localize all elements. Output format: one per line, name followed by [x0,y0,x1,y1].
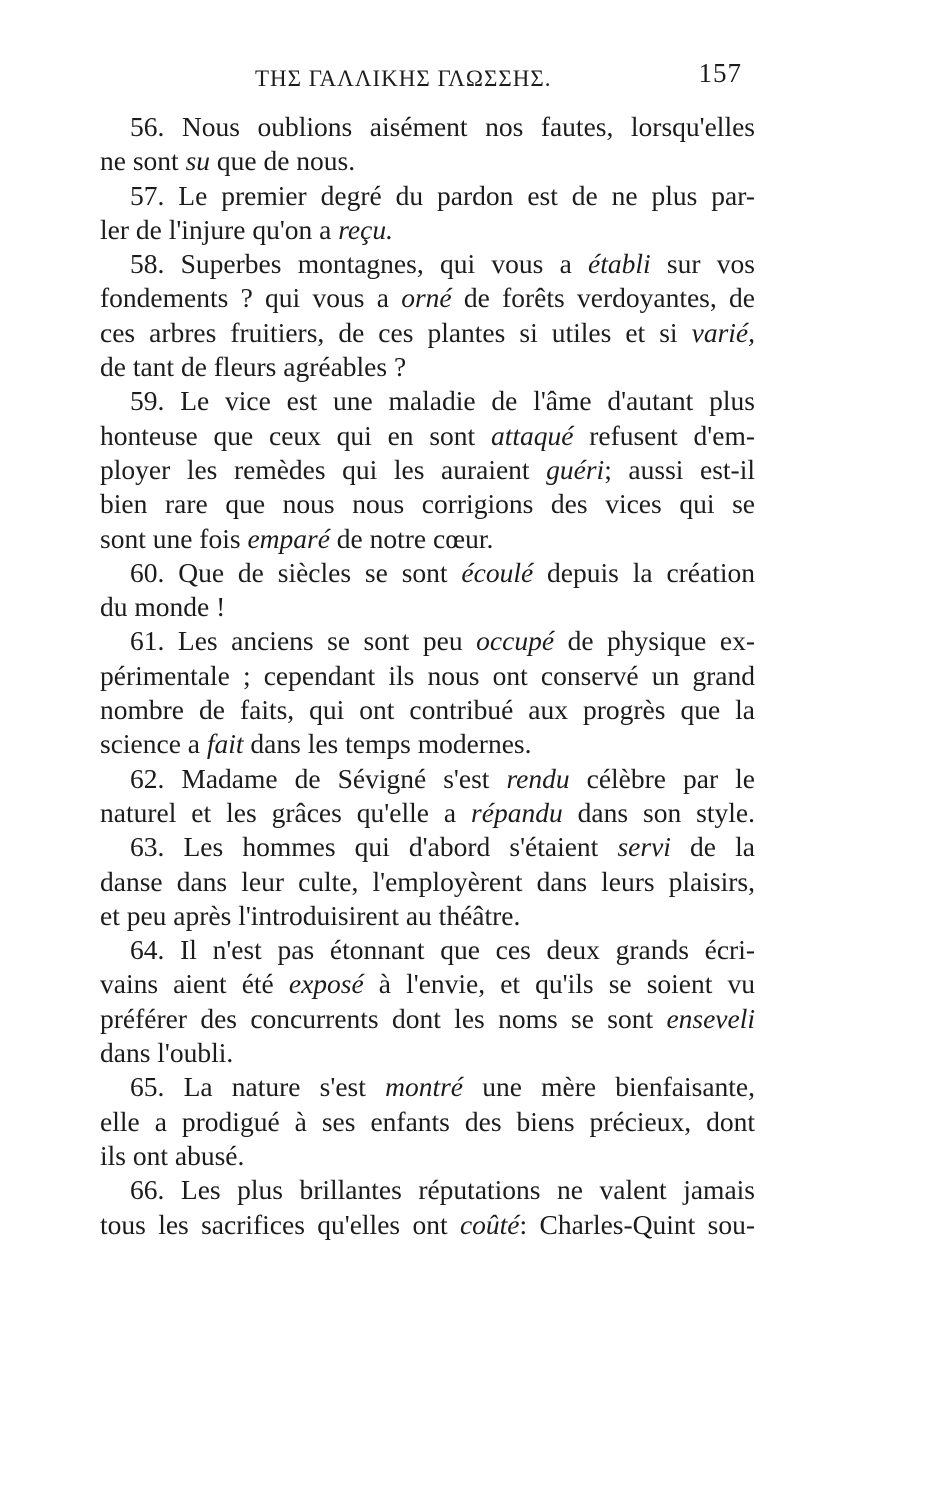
text-run: de physique ex- [554,625,755,657]
text-run: sur vos [650,248,755,280]
italic-word: varié, [691,316,755,348]
text-run: ne sont [100,145,186,177]
text-run: 57. Le premier degré du pardon est de ne plus par- [130,179,755,211]
text-run: de la [670,831,755,863]
text-run: une mère bienfaisante, [463,1071,755,1103]
text-line [100,556,755,590]
italic-word: rendu [506,762,570,794]
text-run: fondements ? qui vous a [100,282,402,314]
italic-word: attaqué [490,419,574,451]
text-run: 59. Le vice est une maladie de l'âme d'autant plus [130,385,755,417]
text-line [100,1208,755,1242]
text-run: tous les sacrifices qu'elles ont [100,1208,460,1240]
text-line [100,796,755,830]
text-run: : Charles-Quint sou- [519,1208,755,1240]
text-run: de forêts verdoyantes, de [451,282,755,314]
text-line [100,865,755,899]
text-line [100,213,755,247]
text-line [100,933,755,967]
text-run: depuis la création [533,556,755,588]
text-line [100,281,755,315]
body-text [100,110,755,1242]
text-line [100,110,755,144]
text-line [100,179,755,213]
text-line [100,1036,755,1070]
text-line [100,727,755,761]
text-line [100,1002,755,1036]
text-line [100,316,755,350]
text-run: 58. Superbes montagnes, qui vous a [130,248,589,280]
italic-word: exposé [288,968,364,1000]
italic-word: guéri [546,453,605,485]
text-run: 64. Il n'est pas étonnant que ces deux grands écri- [130,934,755,966]
text-run: refusent d'em- [573,419,755,451]
page-number: 157 [698,58,742,88]
text-run: et peu après l'introduisirent au théâtre. [100,899,521,931]
italic-word: servi [617,831,671,863]
text-line [100,659,755,693]
text-line [100,1173,755,1207]
text-line [100,419,755,453]
italic-word: enseveli [666,1002,755,1034]
text-line [100,1070,755,1104]
text-run: ces arbres fruitiers, de ces plantes si utiles et si [100,316,692,348]
text-run: 62. Madame de Sévigné s'est [130,762,507,794]
text-run: périmentale ; cependant ils nous ont conservé un grand [100,659,755,691]
running-title: ΤΗΣ ΓΑΛΛΙΚΗΣ ΓΛΩΣΣΗΣ. [255,66,552,91]
text-run: dans son style. [562,796,755,828]
text-run: 65. La nature s'est [130,1071,386,1103]
text-run: bien rare que nous nous corrigions des vices qui se [100,488,755,520]
text-line [100,247,755,281]
italic-word: répandu [471,796,563,828]
text-run: à l'envie, et qu'ils se soient vu [363,968,755,1000]
text-run: honteuse que ceux qui en sont [100,419,491,451]
text-run: dans l'oubli. [100,1037,234,1069]
text-run: danse dans leur culte, l'employèrent dans leurs plaisirs, [100,865,755,897]
text-line [100,453,755,487]
text-run: 66. Les plus brillantes réputations ne valent jamais [130,1174,755,1206]
text-line [100,762,755,796]
text-run: science a [100,728,207,760]
text-line [100,967,755,1001]
text-run: que de nous. [210,145,356,177]
text-run: ployer les remèdes qui les auraient [100,453,547,485]
text-line [100,487,755,521]
text-run: du monde ! [100,591,226,623]
text-line [100,830,755,864]
text-run: elle a prodigué à ses enfants des biens précieux, dont [100,1105,755,1137]
text-run: vains aient été [100,968,289,1000]
text-run: célèbre par le [569,762,755,794]
text-run: 60. Que de siècles se sont [130,556,462,588]
text-run: ils ont abusé. [100,1139,245,1171]
italic-word: orné [401,282,452,314]
italic-word: occupé [476,625,555,657]
italic-word: fait [206,728,244,760]
text-run: 56. Nous oublions aisément nos fautes, lorsqu'elles [130,111,755,142]
italic-word: emparé [247,522,330,554]
text-line [100,522,755,556]
text-run: 61. Les anciens se sont peu [130,625,477,657]
text-run: 63. Les hommes qui d'abord s'étaient [130,831,618,863]
text-line [100,1105,755,1139]
text-run: dans les temps modernes. [243,728,532,760]
text-run: ler de l'injure qu'on a [100,213,339,245]
text-line [100,1139,755,1173]
text-run: naturel et les grâces qu'elle a [100,796,472,828]
text-run: nombre de faits, qui ont contribué aux progrès que la [100,694,755,726]
text-run: préférer des concurrents dont les noms se sont [100,1002,667,1034]
text-line [100,350,755,384]
text-line [100,899,755,933]
text-line [100,624,755,658]
text-line [100,590,755,624]
italic-word: écoulé [461,556,534,588]
running-header [100,58,750,98]
text-run: sont une fois [100,522,248,554]
text-line [100,384,755,418]
italic-word: reçu. [338,213,393,245]
text-run: de tant de fleurs agréables ? [100,351,407,383]
italic-word: coûté [459,1208,520,1240]
italic-word: établi [588,248,651,280]
text-run: ; aussi est-il [604,453,755,485]
text-line [100,144,755,178]
text-run: de notre cœur. [329,522,494,554]
text-line [100,693,755,727]
italic-word: su [185,145,211,177]
italic-word: montré [385,1071,464,1103]
